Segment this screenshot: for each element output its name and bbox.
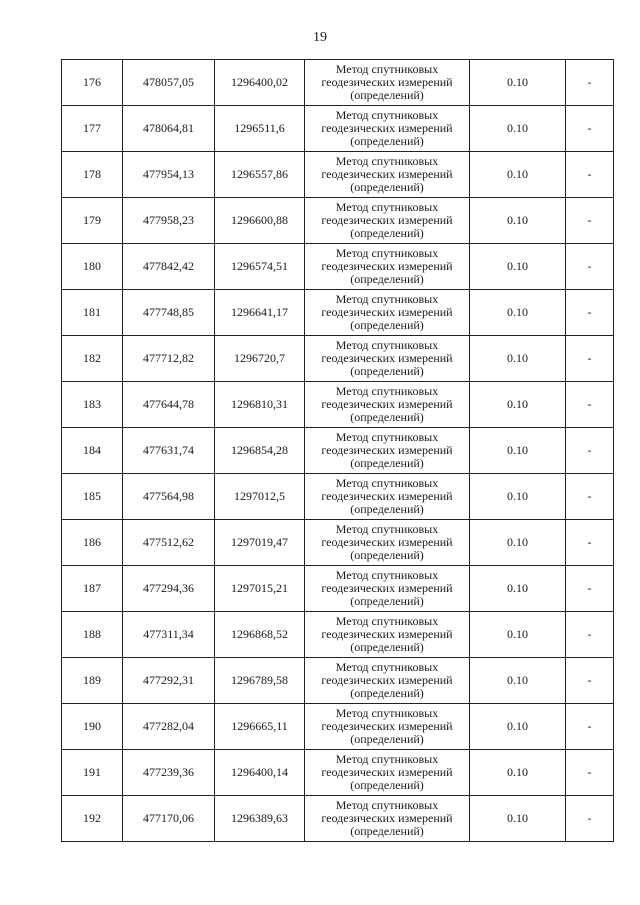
accuracy-cell: 0.10 (470, 566, 566, 612)
accuracy-cell: 0.10 (470, 796, 566, 842)
extra-cell: - (566, 796, 614, 842)
table-row (62, 106, 614, 152)
table-row (62, 796, 614, 842)
y-coordinate-cell: 1296557,86 (215, 152, 305, 198)
extra-cell: - (566, 474, 614, 520)
y-coordinate-cell: 1296600,88 (215, 198, 305, 244)
y-coordinate-cell: 1296868,52 (215, 612, 305, 658)
method-line: геодезических измерений (321, 259, 453, 273)
method-line: геодезических измерений (321, 581, 453, 595)
method-cell (305, 474, 470, 520)
point-number-cell: 181 (62, 290, 123, 336)
method-line: Метод спутниковых (335, 246, 439, 260)
point-number-cell: 185 (62, 474, 123, 520)
table-row (62, 290, 614, 336)
extra-cell: - (566, 244, 614, 290)
extra-cell: - (566, 566, 614, 612)
point-number-cell: 184 (62, 428, 123, 474)
extra-cell: - (566, 198, 614, 244)
y-coordinate-cell: 1296789,58 (215, 658, 305, 704)
page-number: 19 (313, 30, 327, 45)
method-line: геодезических измерений (321, 673, 453, 687)
method-line: геодезических измерений (321, 121, 453, 135)
point-number-cell: 191 (62, 750, 123, 796)
method-line: геодезических измерений (321, 351, 453, 365)
method-line: (определений) (350, 778, 424, 792)
table-row (62, 704, 614, 750)
x-coordinate-cell: 477748,85 (123, 290, 215, 336)
method-cell (305, 244, 470, 290)
method-cell (305, 152, 470, 198)
extra-cell: - (566, 60, 614, 106)
method-line: геодезических измерений (321, 75, 453, 89)
x-coordinate-cell: 477170,06 (123, 796, 215, 842)
table-row (62, 382, 614, 428)
method-line: геодезических измерений (321, 443, 453, 457)
accuracy-cell: 0.10 (470, 336, 566, 382)
point-number-cell: 187 (62, 566, 123, 612)
method-cell (305, 612, 470, 658)
extra-cell: - (566, 658, 614, 704)
x-coordinate-cell: 477292,31 (123, 658, 215, 704)
extra-cell: - (566, 336, 614, 382)
point-number-cell: 190 (62, 704, 123, 750)
point-number-cell: 176 (62, 60, 123, 106)
accuracy-cell: 0.10 (470, 750, 566, 796)
method-line: Метод спутниковых (335, 660, 439, 674)
method-line: (определений) (350, 134, 424, 148)
method-line: (определений) (350, 594, 424, 608)
coordinates-table (61, 59, 614, 842)
method-line: (определений) (350, 686, 424, 700)
method-line: Метод спутниковых (335, 706, 439, 720)
extra-cell: - (566, 612, 614, 658)
method-line: Метод спутниковых (335, 62, 439, 76)
method-line: геодезических измерений (321, 305, 453, 319)
table-row (62, 658, 614, 704)
extra-cell: - (566, 428, 614, 474)
method-cell (305, 566, 470, 612)
method-line: геодезических измерений (321, 535, 453, 549)
x-coordinate-cell: 478057,05 (123, 60, 215, 106)
method-line: Метод спутниковых (335, 338, 439, 352)
y-coordinate-cell: 1296641,17 (215, 290, 305, 336)
method-cell (305, 428, 470, 474)
table-row (62, 566, 614, 612)
x-coordinate-cell: 477239,36 (123, 750, 215, 796)
method-cell (305, 60, 470, 106)
y-coordinate-cell: 1296389,63 (215, 796, 305, 842)
accuracy-cell: 0.10 (470, 382, 566, 428)
method-line: Метод спутниковых (335, 200, 439, 214)
y-coordinate-cell: 1296720,7 (215, 336, 305, 382)
x-coordinate-cell: 477282,04 (123, 704, 215, 750)
method-line: Метод спутниковых (335, 154, 439, 168)
table-row (62, 474, 614, 520)
accuracy-cell: 0.10 (470, 290, 566, 336)
method-cell (305, 106, 470, 152)
method-line: Метод спутниковых (335, 568, 439, 582)
table-row (62, 336, 614, 382)
method-line: (определений) (350, 272, 424, 286)
method-line: (определений) (350, 364, 424, 378)
point-number-cell: 182 (62, 336, 123, 382)
method-line: (определений) (350, 318, 424, 332)
method-line: геодезических измерений (321, 719, 453, 733)
method-line: Метод спутниковых (335, 292, 439, 306)
point-number-cell: 186 (62, 520, 123, 566)
method-line: (определений) (350, 824, 424, 838)
point-number-cell: 178 (62, 152, 123, 198)
table-row (62, 60, 614, 106)
point-number-cell: 192 (62, 796, 123, 842)
x-coordinate-cell: 477954,13 (123, 152, 215, 198)
table-row (62, 750, 614, 796)
point-number-cell: 183 (62, 382, 123, 428)
extra-cell: - (566, 290, 614, 336)
table-row (62, 428, 614, 474)
method-line: геодезических измерений (321, 213, 453, 227)
method-line: (определений) (350, 732, 424, 746)
point-number-cell: 188 (62, 612, 123, 658)
method-line: геодезических измерений (321, 811, 453, 825)
y-coordinate-cell: 1296665,11 (215, 704, 305, 750)
table-row (62, 244, 614, 290)
point-number-cell: 180 (62, 244, 123, 290)
extra-cell: - (566, 106, 614, 152)
y-coordinate-cell: 1297012,5 (215, 474, 305, 520)
method-line: (определений) (350, 410, 424, 424)
method-line: (определений) (350, 180, 424, 194)
x-coordinate-cell: 477311,34 (123, 612, 215, 658)
method-line: Метод спутниковых (335, 430, 439, 444)
method-cell (305, 796, 470, 842)
x-coordinate-cell: 477712,82 (123, 336, 215, 382)
coordinates-table-body (62, 60, 614, 842)
y-coordinate-cell: 1297019,47 (215, 520, 305, 566)
table-row (62, 612, 614, 658)
extra-cell: - (566, 704, 614, 750)
method-line: геодезических измерений (321, 397, 453, 411)
method-line: Метод спутниковых (335, 384, 439, 398)
x-coordinate-cell: 477842,42 (123, 244, 215, 290)
x-coordinate-cell: 477631,74 (123, 428, 215, 474)
method-cell (305, 520, 470, 566)
y-coordinate-cell: 1296810,31 (215, 382, 305, 428)
method-line: (определений) (350, 548, 424, 562)
y-coordinate-cell: 1296400,14 (215, 750, 305, 796)
accuracy-cell: 0.10 (470, 704, 566, 750)
accuracy-cell: 0.10 (470, 520, 566, 566)
method-cell (305, 336, 470, 382)
point-number-cell: 179 (62, 198, 123, 244)
table-row (62, 198, 614, 244)
x-coordinate-cell: 477294,36 (123, 566, 215, 612)
y-coordinate-cell: 1296400,02 (215, 60, 305, 106)
method-line: (определений) (350, 88, 424, 102)
accuracy-cell: 0.10 (470, 428, 566, 474)
method-line: геодезических измерений (321, 627, 453, 641)
method-line: (определений) (350, 226, 424, 240)
method-cell (305, 704, 470, 750)
extra-cell: - (566, 382, 614, 428)
point-number-cell: 177 (62, 106, 123, 152)
method-cell (305, 290, 470, 336)
method-cell (305, 198, 470, 244)
y-coordinate-cell: 1296574,51 (215, 244, 305, 290)
x-coordinate-cell: 477958,23 (123, 198, 215, 244)
method-cell (305, 382, 470, 428)
method-line: (определений) (350, 502, 424, 516)
point-number-cell: 189 (62, 658, 123, 704)
table-row (62, 520, 614, 566)
x-coordinate-cell: 477512,62 (123, 520, 215, 566)
x-coordinate-cell: 478064,81 (123, 106, 215, 152)
accuracy-cell: 0.10 (470, 658, 566, 704)
method-line: геодезических измерений (321, 489, 453, 503)
accuracy-cell: 0.10 (470, 244, 566, 290)
method-line: (определений) (350, 640, 424, 654)
accuracy-cell: 0.10 (470, 106, 566, 152)
method-line: геодезических измерений (321, 765, 453, 779)
method-line: геодезических измерений (321, 167, 453, 181)
extra-cell: - (566, 750, 614, 796)
y-coordinate-cell: 1296854,28 (215, 428, 305, 474)
method-line: Метод спутниковых (335, 476, 439, 490)
extra-cell: - (566, 152, 614, 198)
x-coordinate-cell: 477644,78 (123, 382, 215, 428)
x-coordinate-cell: 477564,98 (123, 474, 215, 520)
method-cell (305, 750, 470, 796)
y-coordinate-cell: 1297015,21 (215, 566, 305, 612)
accuracy-cell: 0.10 (470, 152, 566, 198)
method-line: Метод спутниковых (335, 752, 439, 766)
method-line: Метод спутниковых (335, 798, 439, 812)
method-line: Метод спутниковых (335, 614, 439, 628)
y-coordinate-cell: 1296511,6 (215, 106, 305, 152)
table-row (62, 152, 614, 198)
method-line: (определений) (350, 456, 424, 470)
method-line: Метод спутниковых (335, 108, 439, 122)
extra-cell: - (566, 520, 614, 566)
accuracy-cell: 0.10 (470, 474, 566, 520)
accuracy-cell: 0.10 (470, 60, 566, 106)
accuracy-cell: 0.10 (470, 198, 566, 244)
method-line: Метод спутниковых (335, 522, 439, 536)
method-cell (305, 658, 470, 704)
accuracy-cell: 0.10 (470, 612, 566, 658)
